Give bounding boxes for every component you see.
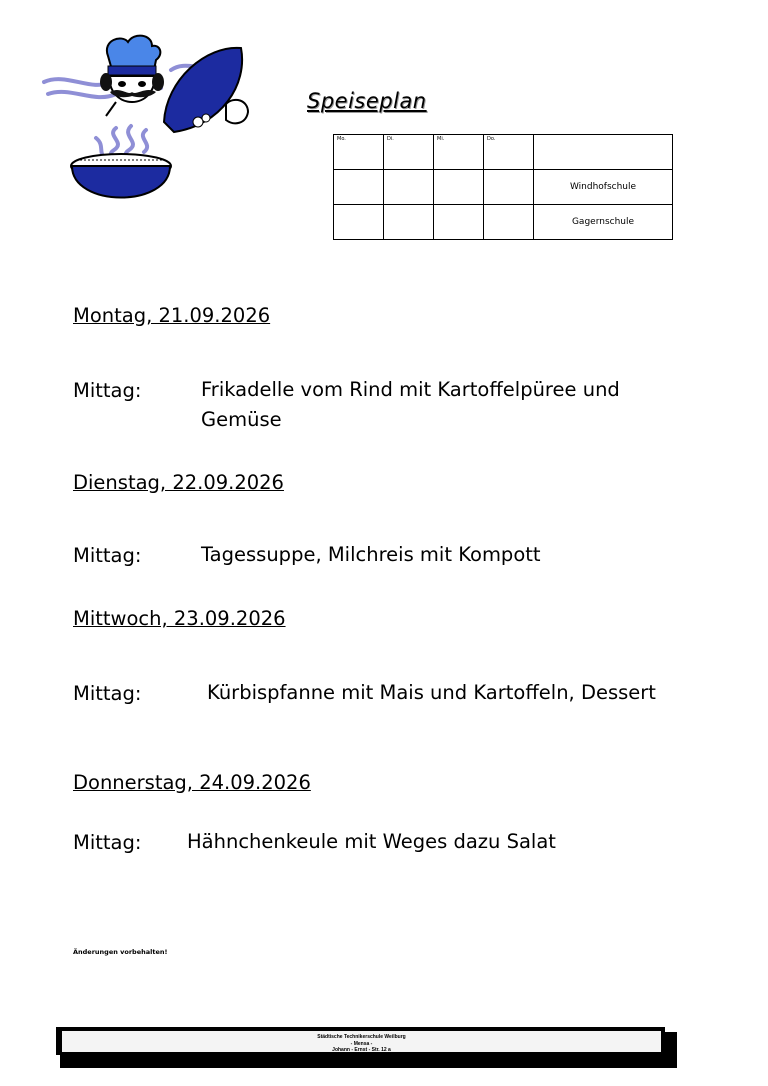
footer-line: - Mensa - [350,1040,373,1047]
meal-line: Gemüse [201,408,282,431]
table-cell [534,135,673,170]
table-cell [484,205,534,240]
meal-label: Mittag: [73,379,142,402]
day-column-label: Mo. [337,136,346,142]
footer-line: Städtische Technikerschule Weilburg [317,1034,406,1040]
day-heading-tuesday: Dienstag, 22.09.2026 [73,471,284,494]
meal-label: Mittag: [73,831,142,854]
school-day-table [333,134,673,240]
table-row [334,170,673,205]
table-cell [384,170,434,205]
school-name: Windhofschule [534,170,673,205]
page-title: Speiseplan [307,89,427,113]
changes-note: Änderungen vorbehalten! [73,948,168,956]
meal-description [187,827,556,857]
day-column-label: Do. [487,136,496,142]
table-row [334,135,673,170]
table-cell [334,205,384,240]
day-heading-thursday: Donnerstag, 24.09.2026 [73,771,311,794]
meal-label: Mittag: [73,682,142,705]
footer-address [62,1031,661,1052]
meal-description [201,375,620,435]
day-heading-monday: Montag, 21.09.2026 [73,304,271,327]
table-cell [384,205,434,240]
footer-line: Johann - Ernst - Str. 12 a [332,1047,391,1053]
meal-line: Kürbispfanne mit Mais und Kartoffeln, Dessert [207,681,656,704]
meal-label: Mittag: [73,544,142,567]
table-cell [434,205,484,240]
school-name: Gagernschule [534,205,673,240]
meal-line: Tagessuppe, Milchreis mit Kompott [201,543,541,566]
meal-description [207,678,656,708]
table-cell [434,170,484,205]
chef-with-cooking-pot-icon [36,30,252,210]
meal-description [201,540,541,570]
table-cell [484,170,534,205]
table-row [334,205,673,240]
day-column-label: Di. [387,136,394,142]
meal-line: Frikadelle vom Rind mit Kartoffelpüree und [201,378,620,401]
day-heading-wednesday: Mittwoch, 23.09.2026 [73,607,286,630]
footer-box [56,1027,665,1055]
meal-line: Hähnchenkeule mit Weges dazu Salat [187,830,556,853]
table-cell [334,170,384,205]
day-column-label: Mi. [437,136,445,142]
